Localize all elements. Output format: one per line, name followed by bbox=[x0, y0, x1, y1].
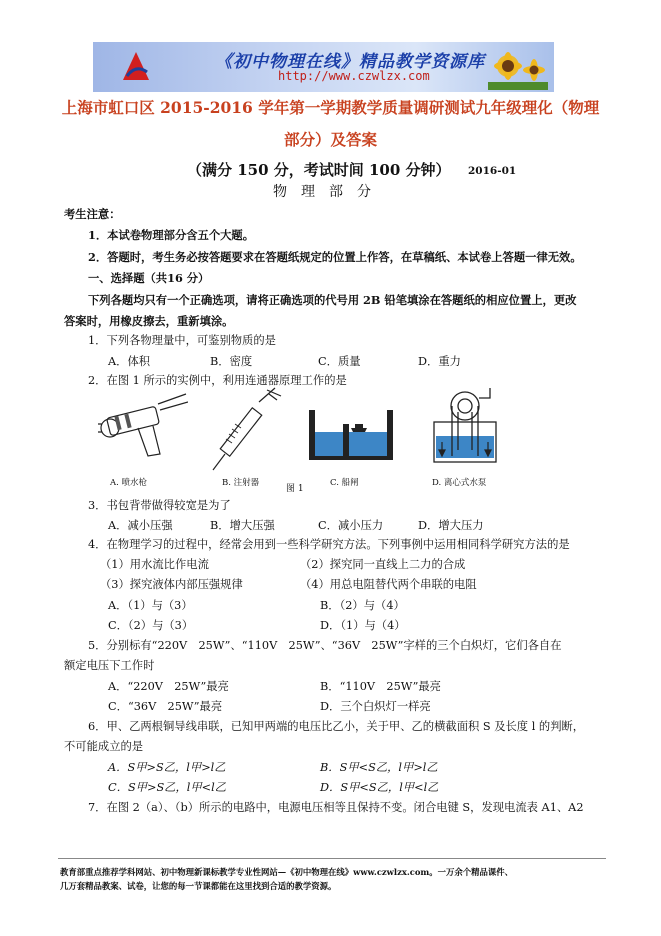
q4-item-3: （3）探究液体内部压强规律 bbox=[100, 578, 243, 591]
q4-option-b: B．（2）与（4） bbox=[320, 599, 405, 612]
figure-caption-c: C. 船闸 bbox=[330, 478, 359, 488]
q5-option-d: D．三个白炽灯一样亮 bbox=[320, 700, 431, 713]
q4-item-2: （2）探究同一直线上二力的合成 bbox=[300, 558, 466, 571]
banner-title: 《初中物理在线》精品教学资源库 bbox=[215, 52, 485, 72]
notice-item-2: 2．答题时，考生务必按答题要求在答题纸规定的位置上作答，在草稿纸、本试卷上答题一律无效。 bbox=[88, 250, 582, 264]
exam-title-line2: 部分）及答案 bbox=[283, 130, 377, 149]
q3-option-b: B．增大压强 bbox=[210, 519, 275, 532]
q6-option-b: B．S甲<S乙，l甲>l乙 bbox=[320, 761, 438, 774]
q6-option-c: C．S甲>S乙，l甲<l乙 bbox=[108, 781, 227, 794]
notice-heading: 考生注意： bbox=[64, 207, 121, 221]
question-2-stem: 2．在图 1 所示的实例中，利用连通器原理工作的是 bbox=[88, 374, 347, 387]
exam-subtitle: （满分 150 分，考试时间 100 分钟） bbox=[187, 161, 451, 179]
q4-option-c: C．（2）与（3） bbox=[108, 619, 194, 632]
centrifugal-pump-figure bbox=[430, 384, 500, 474]
q6-option-d: D．S甲<S乙，l甲<l乙 bbox=[320, 781, 439, 794]
question-4-stem: 4．在物理学习的过程中，经常会用到一些科学研究方法。下列事例中运用相同科学研究方法的是 bbox=[88, 538, 570, 551]
q1-option-a: A．体积 bbox=[108, 355, 151, 368]
part1-instruction-2: 答案时，用橡皮擦去，重新填涂。 bbox=[64, 314, 234, 328]
question-7-stem: 7．在图 2（a）、（b）所示的电路中，电源电压相等且保持不变。闭合电键 S，发现电流表 A1、A2 bbox=[88, 801, 584, 814]
q5-option-c: C．“36V 25W”最亮 bbox=[108, 700, 223, 713]
q3-option-d: D．增大压力 bbox=[418, 519, 484, 532]
footer-divider bbox=[58, 858, 606, 859]
syringe-figure bbox=[205, 384, 290, 474]
q4-item-1: （1）用水流比作电流 bbox=[100, 558, 209, 571]
question-3-stem: 3．书包背带做得较宽是为了 bbox=[88, 499, 231, 512]
footer-line-2: 几万套精品教案、试卷，让您的每一节课都能在这里找到合适的教学资源。 bbox=[60, 881, 337, 891]
part1-instruction-1: 下列各题均只有一个正确选项，请将正确选项的代号用 2B 铅笔填涂在答题纸的相应位置上，更改 bbox=[88, 293, 577, 307]
q3-option-a: A．减小压强 bbox=[108, 519, 173, 532]
question-5-stem-2: 额定电压下工作时 bbox=[64, 659, 155, 672]
ship-lock-figure bbox=[305, 384, 397, 474]
q6-option-a: A．S甲>S乙，l甲>l乙 bbox=[108, 761, 226, 774]
q4-option-d: D．（1）与（4） bbox=[320, 619, 406, 632]
figure-caption-a: A. 喷水枪 bbox=[110, 478, 148, 488]
site-logo-icon bbox=[121, 50, 151, 84]
question-5-stem-1: 5．分别标有“220V 25W”、“110V 25W”、“36V 25W”字样的三个白炽灯，它们各自在 bbox=[88, 639, 562, 652]
exam-title-line1: 上海市虹口区 2015-2016 学年第一学期教学质量调研测试九年级理化（物理 bbox=[61, 98, 600, 117]
question-6-stem-2: 不可能成立的是 bbox=[64, 740, 144, 753]
notice-item-1: 1．本试卷物理部分含五个大题。 bbox=[88, 228, 255, 242]
q1-option-c: C．质量 bbox=[318, 355, 361, 368]
site-banner bbox=[93, 42, 554, 92]
section-heading: 物理部分 bbox=[273, 184, 385, 200]
question-1-stem: 1．下列各物理量中，可鉴别物质的是 bbox=[88, 334, 276, 347]
q4-item-4: （4）用总电阻替代两个串联的电阻 bbox=[300, 578, 477, 591]
sunflower-icon bbox=[488, 46, 548, 90]
part1-heading: 一、选择题（共16 分） bbox=[88, 271, 210, 285]
exam-date: 2016-01 bbox=[468, 165, 517, 177]
q1-option-b: B．密度 bbox=[210, 355, 253, 368]
footer-line-1: 教育部重点推荐学科网站、初中物理新课标教学专业性网站—《初中物理在线》www.czwlzx.com。一万余个精品课件、 bbox=[60, 867, 514, 877]
q5-option-b: B．“110V 25W”最亮 bbox=[320, 680, 441, 693]
figure-1-label: 图 1 bbox=[286, 484, 304, 494]
q1-option-d: D．重力 bbox=[418, 355, 461, 368]
banner-url[interactable]: http://www.czwlzx.com bbox=[278, 69, 430, 83]
question-6-stem-1: 6．甲、乙两根铜导线串联，已知甲两端的电压比乙小，关于甲、乙的横截面积 S 及长度 l 的判断， bbox=[88, 720, 585, 733]
q5-option-a: A．“220V 25W”最亮 bbox=[108, 680, 229, 693]
spray-gun-figure bbox=[98, 384, 188, 474]
figure-caption-d: D. 离心式水泵 bbox=[432, 478, 487, 488]
q3-option-c: C．减小压力 bbox=[318, 519, 384, 532]
q4-option-a: A．（1）与（3） bbox=[108, 599, 193, 612]
figure-caption-b: B. 注射器 bbox=[222, 478, 260, 488]
